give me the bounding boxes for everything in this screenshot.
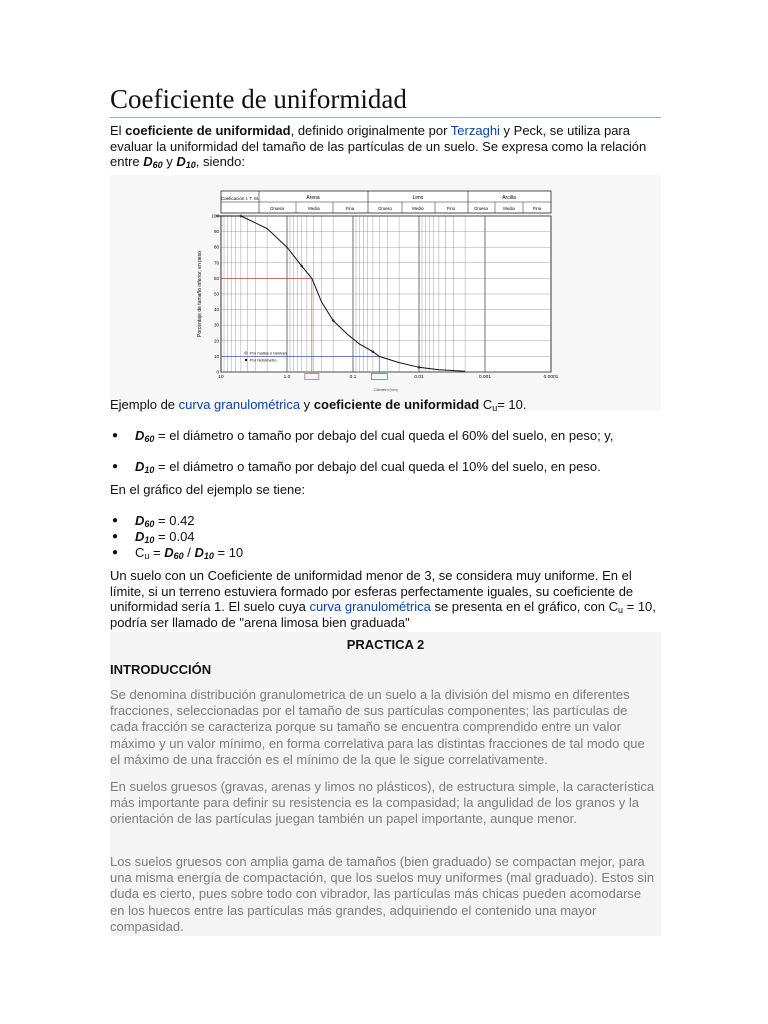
figure-box bbox=[110, 175, 661, 411]
intro-text: El bbox=[110, 123, 126, 138]
value-cu bbox=[110, 545, 661, 561]
def-symbol: D bbox=[135, 459, 145, 474]
practica-paragraph-1: Se denomina distribución granulometrica de un suelo a la división del mismo en diferentes fracciones, seleccionadas por el tamaño de sus partículas componentes; las partículas de cada fracción se caracteriza porque su tamaño se encuentra comprendido entre un valor máximo y un valor mínimo, en forma correlativa para las distintas fracciones de tal modo que el máximo de una fracción es el mínimo de la que le sigue correlativamente. bbox=[110, 687, 645, 767]
terzaghi-link[interactable]: Terzaghi bbox=[450, 123, 500, 138]
practica-paragraph-2: En suelos gruesos (gravas, arenas y limos no plásticos), de estructura simple, la característica más importante para definir su resistencia es la compasidad; la angulidad de los granos y la orientación de las partículas juegan también un papel importante, aunque menor. bbox=[110, 779, 655, 827]
page-title: Coeficiente de uniformidad bbox=[110, 84, 661, 118]
intro-text: y bbox=[162, 154, 177, 169]
example-intro: En el gráfico del ejemplo se tiene: bbox=[110, 482, 306, 497]
header-subclass-label: Media bbox=[503, 206, 515, 211]
y-axis-label: Porcentaje de tamaño inferior, en peso bbox=[197, 251, 203, 337]
bullet-icon: ● bbox=[112, 547, 119, 558]
def-symbol: D bbox=[135, 428, 145, 443]
conclusion-text: Un suelo con un Coeficiente de uniformidad menor de 3, se considera muy uniforme. En el límite, si un terreno estuviera formado por esferas perfectamente iguales, su coeficiente de uniformidad sería 1. El suelo cuya bbox=[110, 568, 634, 614]
value-subscript: 10 bbox=[144, 535, 155, 545]
d60-subscript: 60 bbox=[152, 160, 163, 170]
header-subclass-label: Fino bbox=[446, 206, 456, 211]
cu-d10-symbol: D bbox=[194, 545, 204, 560]
value-symbol: D bbox=[135, 513, 145, 528]
cu-subscript: u bbox=[144, 551, 150, 561]
x-tick-label: 0.001 bbox=[478, 375, 492, 380]
x-tick-label: 1.0 bbox=[283, 375, 291, 380]
header-subclass-label: Gruesa bbox=[270, 206, 284, 211]
caption-text: C bbox=[479, 397, 493, 412]
caption-text: Ejemplo de bbox=[110, 397, 179, 412]
cu-d10-subscript: 10 bbox=[203, 551, 214, 561]
value-d60 bbox=[110, 513, 661, 529]
cu-text: = bbox=[149, 545, 165, 560]
cu-text: = 10 bbox=[213, 545, 244, 560]
y-tick-label: 70 bbox=[213, 260, 219, 266]
intro-text: y Peck, se utiliza para evaluar la uniformidad del tamaño de las partículas de un suelo. Se expresa como la relación entre bbox=[110, 123, 647, 169]
d10-marker-box bbox=[371, 374, 387, 380]
intro-text: , siendo: bbox=[195, 154, 245, 169]
definition-d60 bbox=[110, 428, 661, 444]
legend-sieve: Por mallas o tamices bbox=[250, 350, 288, 356]
caption-text: = 10. bbox=[497, 397, 527, 412]
conclusion-subscript: u bbox=[618, 605, 624, 615]
conclusion-paragraph bbox=[110, 568, 661, 630]
y-tick-label: 90 bbox=[213, 229, 219, 235]
header-subclass-label: Fina bbox=[532, 206, 542, 211]
header-subclass-label: Grueso bbox=[378, 206, 392, 211]
x-tick-label: 0.01 bbox=[414, 375, 424, 380]
bullet-icon: ● bbox=[112, 430, 119, 441]
legend-marker-hydrometer bbox=[245, 359, 247, 361]
caption-text: y bbox=[300, 397, 314, 412]
cu-symbol: C bbox=[135, 545, 145, 560]
curva-granulometrica-link-2[interactable]: curva granulométrica bbox=[309, 599, 431, 614]
def-text: = el diámetro o tamaño por debajo del cual queda el 60% del suelo, en peso; y, bbox=[154, 428, 614, 443]
curva-granulometrica-link[interactable]: curva granulométrica bbox=[178, 397, 301, 412]
y-tick-label: 30 bbox=[213, 322, 219, 328]
def-text: = el diámetro o tamaño por debajo del cual queda el 10% del suelo, en peso. bbox=[154, 459, 601, 474]
x-tick-label: 10 bbox=[218, 375, 224, 380]
x-tick-label: 0.1 bbox=[349, 375, 357, 380]
value-d10 bbox=[110, 529, 661, 545]
y-tick-label: 40 bbox=[213, 307, 219, 313]
x-tick-label: 0.0001 bbox=[543, 375, 559, 380]
value-symbol: D bbox=[135, 529, 145, 544]
y-ticks bbox=[211, 214, 219, 375]
header-arcilla: Arcilla bbox=[502, 195, 516, 201]
intro-paragraph bbox=[110, 123, 661, 170]
practica-title: PRACTICA 2 bbox=[346, 637, 425, 652]
x-axis-label: Diámetro (mm) bbox=[374, 388, 398, 392]
bullet-icon: ● bbox=[112, 461, 119, 472]
y-tick-label: 60 bbox=[213, 275, 219, 281]
granulometric-chart bbox=[191, 183, 559, 393]
caption-subscript: u bbox=[492, 403, 498, 413]
y-tick-label: 80 bbox=[213, 244, 219, 250]
def-subscript: 10 bbox=[144, 465, 155, 475]
value-text: = 0.42 bbox=[154, 513, 195, 528]
cu-text: / bbox=[183, 545, 195, 560]
y-tick-label: 100 bbox=[211, 213, 219, 219]
d60-symbol: D bbox=[143, 154, 153, 169]
legend-hydrometer: Por hidrómetro bbox=[250, 357, 277, 363]
definitions-list-2 bbox=[110, 459, 661, 475]
d60-marker-box bbox=[305, 374, 319, 380]
y-tick-label: 10 bbox=[213, 353, 219, 359]
bullet-icon: ● bbox=[112, 531, 119, 542]
d10-subscript: 10 bbox=[185, 160, 196, 170]
y-tick-label: 20 bbox=[213, 338, 219, 344]
figure-caption bbox=[110, 397, 661, 412]
intro-text: , definido originalmente por bbox=[290, 123, 451, 138]
header-col0: Coeficación I. T. M. bbox=[220, 196, 260, 201]
caption-bold: coeficiente de uniformidad bbox=[313, 397, 480, 412]
cu-d60-subscript: 60 bbox=[173, 551, 184, 561]
header-subclass-label: Medio bbox=[412, 206, 424, 211]
header-arena: Arena bbox=[306, 195, 320, 201]
introduccion-heading: INTRODUCCIÓN bbox=[110, 662, 212, 677]
values-list bbox=[110, 513, 661, 561]
header-limo: Limo bbox=[412, 195, 424, 201]
bullet-icon: ● bbox=[112, 515, 119, 526]
header-subclass-label: Media bbox=[308, 206, 320, 211]
value-subscript: 60 bbox=[144, 519, 155, 529]
def-subscript: 60 bbox=[144, 434, 155, 444]
header-subclass-label: Fina bbox=[345, 206, 355, 211]
y-tick-label: 0 bbox=[216, 369, 219, 375]
header-subclass-label: Gruesa bbox=[474, 206, 488, 211]
definition-d10 bbox=[110, 459, 661, 475]
conclusion-text: se presenta en el gráfico, con C bbox=[430, 599, 618, 614]
x-ticks bbox=[218, 374, 558, 380]
term-bold: coeficiente de uniformidad bbox=[125, 123, 291, 138]
cu-d60-symbol: D bbox=[164, 545, 174, 560]
y-tick-label: 50 bbox=[213, 291, 219, 297]
conclusion-text: = 10, podría ser llamado de "arena limosa bien graduada" bbox=[110, 599, 656, 630]
definitions-list-1 bbox=[110, 428, 661, 444]
value-text: = 0.04 bbox=[154, 529, 195, 544]
d10-symbol: D bbox=[176, 154, 186, 169]
practica-paragraph-3: Los suelos gruesos con amplia gama de tamaños (bien graduado) se compactan mejor, para una misma energía de compactación, que los suelos muy uniformes (mal graduado). Estos sin duda es cierto, pues sobre todo con vibrador, las partículas más chicas pueden acomodarse en los huecos entre las partículas más grandes, adquiriendo el contenido una mayor compasidad. bbox=[110, 854, 655, 934]
